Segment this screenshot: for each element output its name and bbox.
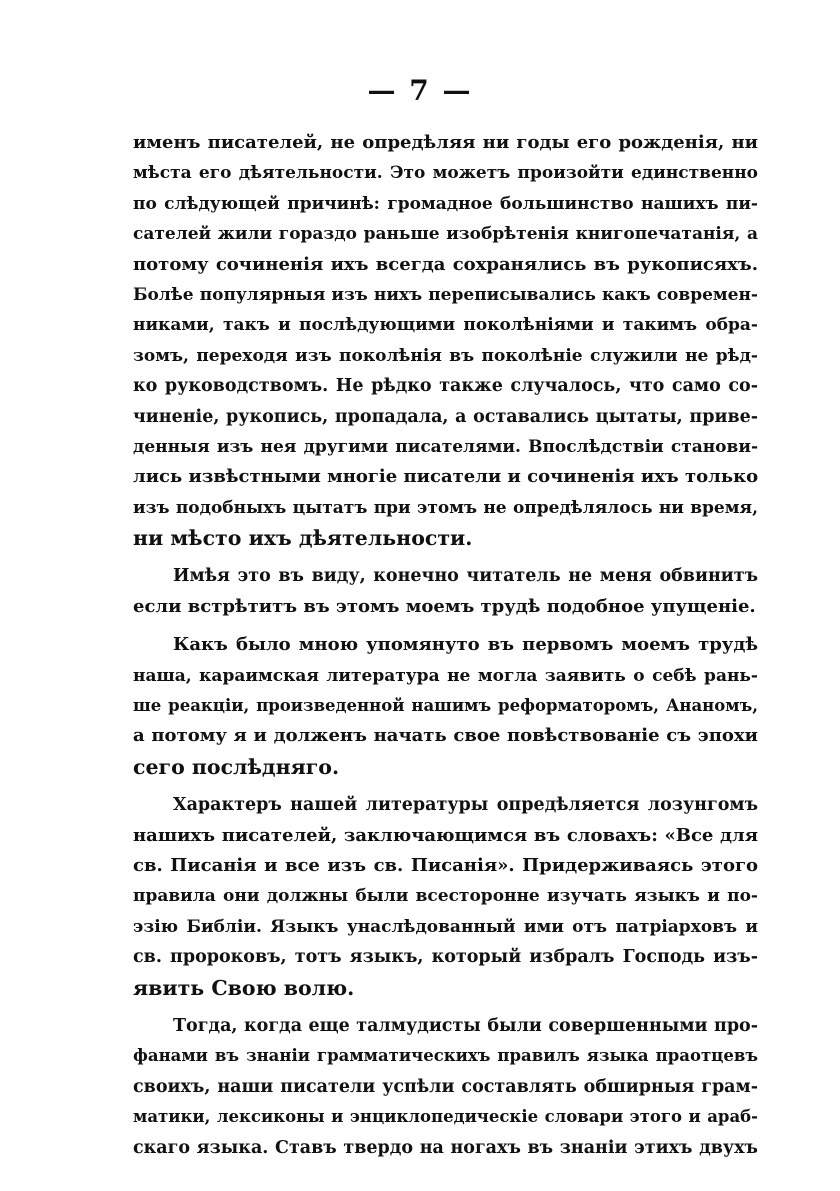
body-text (133, 128, 758, 1163)
text-line: Болѣе популярныя изъ нихъ переписывались какъ современ- (133, 284, 758, 305)
text-line: сего послѣдняго. (133, 754, 340, 779)
text-line: явить Свою волю. (133, 975, 355, 1000)
paragraph (133, 128, 758, 553)
text-line: ни мѣсто ихъ дѣятельности. (133, 526, 473, 551)
text-line: св. пророковъ, тотъ языкъ, который избралъ Господь изъ- (133, 947, 758, 968)
paragraph (133, 790, 758, 1003)
text-line: скаго языка. Ставъ твердо на ногахъ въ знаніи этихъ двухъ (133, 1137, 758, 1158)
text-line: ко руководствомъ. Не рѣдко также случалось, что само со- (133, 376, 758, 397)
text-line: матики, лексиконы и энциклопедическіе словари этого и араб- (133, 1107, 758, 1127)
text-line: Тогда, когда еще талмудисты были совершенными про- (173, 1015, 758, 1036)
text-line: зомъ, переходя изъ поколѣнія въ поколѣніе служили не рѣд- (133, 345, 758, 366)
text-line: если встрѣтитъ въ этомъ моемъ трудѣ подобное упущеніе. (133, 595, 756, 617)
text-line: фанами въ знаніи грамматическихъ правилъ языка праотцевъ (133, 1046, 758, 1066)
paragraph (133, 561, 758, 622)
text-line: сателей жили гораздо раньше изобрѣтенія книгопечатанія, а (133, 224, 758, 245)
text-line: чиненіе, рукопись, пропадала, а оставались цытаты, приве- (133, 406, 758, 427)
text-line: нашихъ писателей, заключающимся въ словахъ: «Все для (133, 824, 758, 846)
paragraph (133, 630, 758, 782)
text-line: правила они должны были всесторонне изучать языкъ и по- (133, 886, 758, 907)
text-line: по слѣдующей причинѣ: громадное большинство нашихъ пи- (133, 193, 758, 214)
text-line: лись извѣстными многіе писатели и сочиненія ихъ только (133, 466, 758, 488)
text-line: эзію Библіи. Языкъ унаслѣдованный ими отъ патріарховъ и (133, 916, 758, 937)
text-line: мѣста его дѣятельности. Это можетъ произойти единственно (133, 163, 758, 184)
text-line: потому сочиненія ихъ всегда сохранялись въ рукописяхъ. (133, 253, 758, 275)
text-line: именъ писателей, не опредѣляя ни годы его рожденія, ни (133, 132, 758, 153)
text-line: а потому я и долженъ начать свое повѣствованіе съ эпохи (133, 725, 758, 747)
text-line: Характеръ нашей литературы опредѣляется лозунгомъ (173, 795, 758, 816)
text-line: Имѣя это въ виду, конечно читатель не меня обвинитъ (173, 566, 758, 587)
text-line: денныя изъ нея другими писателями. Впослѣдствіи станови- (133, 436, 758, 457)
text-line: своихъ, наши писатели успѣли составлять обширныя грам- (133, 1076, 758, 1097)
text-line: изъ подобныхъ цытатъ при этомъ не опредѣлялось ни время, (133, 497, 758, 518)
text-line: ше реакціи, произведенной нашимъ реформаторомъ, Ананомъ, (133, 696, 758, 716)
text-line: св. Писанія и все изъ св. Писанія». Придерживаясь этого (133, 854, 758, 876)
text-line: никами, такъ и послѣдующими поколѣніями и такимъ обра- (133, 315, 758, 336)
text-line: Какъ было мною упомянуто въ первомъ моемъ трудѣ (173, 634, 758, 656)
paragraph (133, 1011, 758, 1163)
text-line: наша, караимская литература не могла заявить о себѣ рань- (133, 665, 758, 686)
page-number: — 7 — (367, 74, 473, 107)
